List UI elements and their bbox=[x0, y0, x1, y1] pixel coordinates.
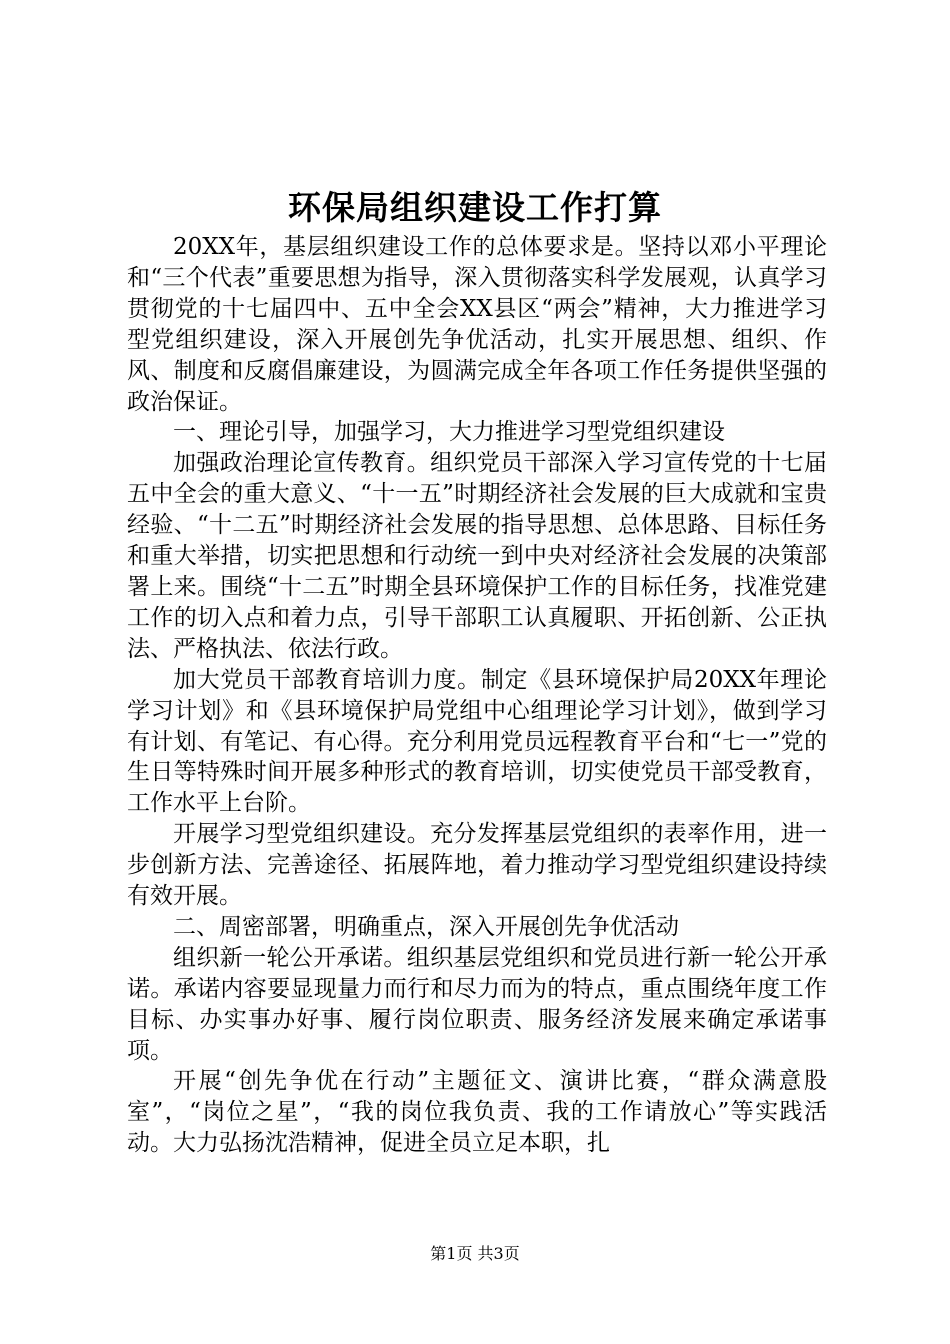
paragraph-theory-education: 加强政治理论宣传教育。组织党员干部深入学习宣传党的十七届五中全会的重大意义、“十一五”时期经济社会发展的巨大成就和宝贵经验、“十二五”时期经济社会发展的指导思想、总体思路、目标任务和重大举措，切实把思想和行动统一到中央对经济社会发展的决策部署上来。围绕“十二五”时期全县环境保护工作的目标任务，找准党建工作的切入点和着力点，引导干部职工认真履职、开拓创新、公正执法、严格执法、依法行政。 bbox=[127, 450, 827, 662]
section-heading-1: 一、理论引导，加强学习，大力推进学习型党组织建设 bbox=[173, 419, 725, 446]
paragraph-training: 加大党员干部教育培训力度。制定《县环境保护局20XX年理论学习计划》和《县环境保护局党组中心组理论学习计划》，做到学习有计划、有笔记、有心得。充分利用党员远程教育平台和“七一”党的生日等特殊时间开展多种形式的教育培训，切实使党员干部受教育，工作水平上台阶。 bbox=[127, 666, 827, 817]
paragraph-learning-organization: 开展学习型党组织建设。充分发挥基层党组织的表率作用，进一步创新方法、完善途径、拓展阵地，着力推动学习型党组织建设持续有效开展。 bbox=[127, 821, 827, 910]
paragraph-public-commitment: 组织新一轮公开承诺。组织基层党组织和党员进行新一轮公开承诺。承诺内容要显现量力而行和尽力而为的特点，重点围绕年度工作目标、办实事办好事、履行岗位职责、服务经济发展来确定承诺事项。 bbox=[127, 944, 827, 1064]
document-title: 环保局组织建设工作打算 bbox=[288, 188, 662, 227]
document-body bbox=[127, 232, 827, 1159]
section-heading-2: 二、周密部署，明确重点，深入开展创先争优活动 bbox=[173, 913, 679, 940]
paragraph-activities: 开展“创先争优在行动”主题征文、演讲比赛，“群众满意股室”，“岗位之星”，“我的岗位我负责、我的工作请放心”等实践活动。大力弘扬沈浩精神，促进全员立足本职，扎 bbox=[127, 1068, 827, 1157]
page-number-footer: 第1页 共3页 bbox=[430, 1244, 520, 1263]
paragraph-intro: 20XX年，基层组织建设工作的总体要求是。坚持以邓小平理论和“三个代表”重要思想为指导，深入贯彻落实科学发展观，认真学习贯彻党的十七届四中、五中全会XX县区“两会”精神，大力推进学习型党组织建设，深入开展创先争优活动，扎实开展思想、组织、作风、制度和反腐倡廉建设，为圆满完成全年各项工作任务提供坚强的政治保证。 bbox=[127, 234, 827, 415]
